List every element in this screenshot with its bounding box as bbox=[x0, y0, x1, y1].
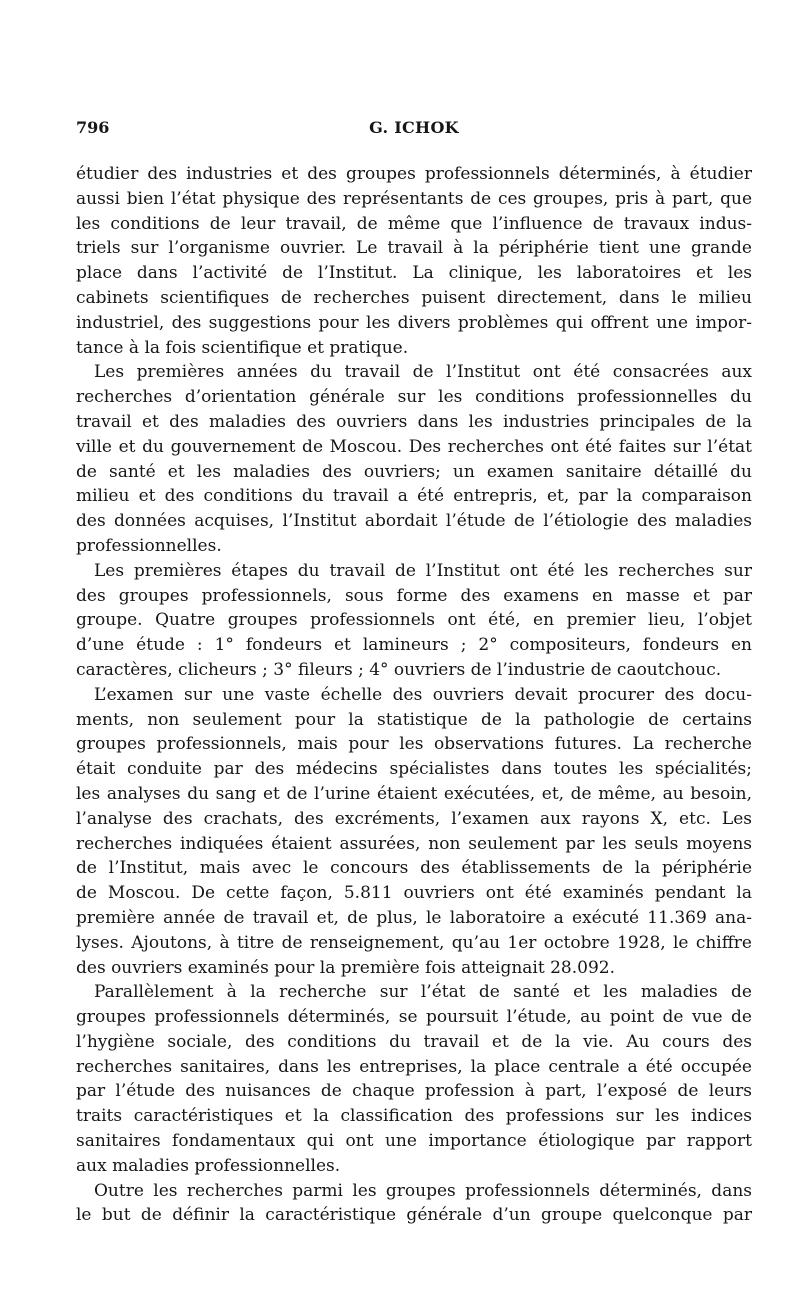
text-line: par l’étude des nuisances de chaque profession à part, l’exposé de leurs bbox=[76, 1081, 752, 1102]
text-line: des données acquises, l’Institut abordait l’étude de l’étiologie des maladies bbox=[76, 511, 752, 532]
paragraph bbox=[76, 683, 752, 981]
text-line: d’une étude : 1° fondeurs et lamineurs ; 2° compositeurs, fondeurs en bbox=[76, 635, 752, 656]
paragraph bbox=[76, 559, 752, 683]
text-line: recherches sanitaires, dans les entreprises, la place centrale a été occupée bbox=[76, 1056, 752, 1077]
text-line: Les premières étapes du travail de l’Institut ont été les recherches sur bbox=[94, 560, 752, 581]
body-text bbox=[76, 162, 752, 1228]
text-line: lyses. Ajoutons, à titre de renseignement, qu’au 1er octobre 1928, le chiffre bbox=[76, 932, 752, 953]
paragraph bbox=[76, 1179, 752, 1229]
text-line: était conduite par des médecins spécialistes dans toutes les spécialités; bbox=[76, 759, 752, 780]
running-title: G. ICHOK bbox=[369, 118, 459, 137]
page-number: 796 bbox=[76, 118, 110, 137]
text-line: recherches d’orientation générale sur les conditions professionnelles du bbox=[76, 387, 752, 408]
text-line: groupes professionnels, mais pour les observations futures. La recherche bbox=[76, 734, 752, 755]
text-line: groupes professionnels déterminés, se poursuit l’étude, au point de vue de bbox=[76, 1007, 752, 1028]
text-line: les analyses du sang et de l’urine étaient exécutées, et, de même, au besoin, bbox=[76, 783, 752, 804]
text-line: des groupes professionnels, sous forme des examens en masse et par bbox=[76, 585, 752, 606]
text-line: l’analyse des crachats, des excréments, l’examen aux rayons X, etc. Les bbox=[76, 808, 752, 829]
text-line: de Moscou. De cette façon, 5.811 ouvriers ont été examinés pendant la bbox=[76, 883, 752, 904]
text-line: ville et du gouvernement de Moscou. Des recherches ont été faites sur l’état bbox=[76, 436, 752, 457]
text-line: tance à la fois scientifique et pratique. bbox=[76, 337, 409, 358]
page-header bbox=[76, 118, 752, 144]
text-line: travail et des maladies des ouvriers dans les industries principales de la bbox=[76, 411, 752, 432]
text-line: caractères, clicheurs ; 3° fileurs ; 4° ouvriers de l’industrie de caoutchouc. bbox=[76, 659, 722, 680]
text-line: professionnelles. bbox=[76, 535, 222, 556]
text-line: place dans l’activité de l’Institut. La clinique, les laboratoires et les bbox=[76, 263, 752, 284]
text-line: triels sur l’organisme ouvrier. Le travail à la périphérie tient une grande bbox=[76, 238, 752, 259]
text-line: aussi bien l’état physique des représentants de ces groupes, pris à part, que bbox=[76, 188, 752, 209]
text-line: des ouvriers examinés pour la première fois atteignait 28.092. bbox=[76, 957, 615, 978]
text-line: première année de travail et, de plus, le laboratoire a exécuté 11.369 ana- bbox=[76, 907, 752, 928]
text-line: groupe. Quatre groupes professionnels ont été, en premier lieu, l’objet bbox=[76, 610, 752, 631]
text-line: traits caractéristiques et la classification des professions sur les indices bbox=[76, 1106, 752, 1127]
text-line: étudier des industries et des groupes professionnels déterminés, à étudier bbox=[76, 164, 752, 184]
text-line: milieu et des conditions du travail a été entrepris, et, par la comparaison bbox=[76, 486, 752, 507]
text-line: Les premières années du travail de l’Institut ont été consacrées aux bbox=[94, 362, 752, 383]
text-line: de l’Institut, mais avec le concours des établissements de la périphérie bbox=[76, 858, 752, 879]
text-line: aux maladies professionnelles. bbox=[76, 1155, 341, 1176]
text-line: sanitaires fondamentaux qui ont une importance étiologique par rapport bbox=[76, 1131, 752, 1152]
text-line: l’hygiène sociale, des conditions du travail et de la vie. Au cours des bbox=[76, 1031, 752, 1052]
text-line: Parallèlement à la recherche sur l’état de santé et les maladies de bbox=[94, 982, 752, 1003]
text-line: Outre les recherches parmi les groupes professionnels déterminés, dans bbox=[94, 1180, 752, 1201]
paragraph bbox=[76, 360, 752, 558]
text-line: L’examen sur une vaste échelle des ouvriers devait procurer des docu- bbox=[94, 684, 752, 705]
text-line: de santé et les maladies des ouvriers; un examen sanitaire détaillé du bbox=[76, 461, 752, 482]
paragraph bbox=[76, 980, 752, 1178]
text-line: le but de définir la caractéristique générale d’un groupe quelconque par bbox=[76, 1205, 752, 1226]
text-line: ments, non seulement pour la statistique de la pathologie de certains bbox=[76, 709, 752, 730]
text-line: recherches indiquées étaient assurées, non seulement par les seuls moyens bbox=[76, 833, 752, 854]
paragraph bbox=[76, 162, 752, 360]
text-line: cabinets scientifiques de recherches puisent directement, dans le milieu bbox=[76, 287, 752, 308]
text-line: industriel, des suggestions pour les divers problèmes qui offrent une impor- bbox=[76, 312, 752, 333]
text-line: les conditions de leur travail, de même que l’influence de travaux indus- bbox=[76, 213, 752, 234]
